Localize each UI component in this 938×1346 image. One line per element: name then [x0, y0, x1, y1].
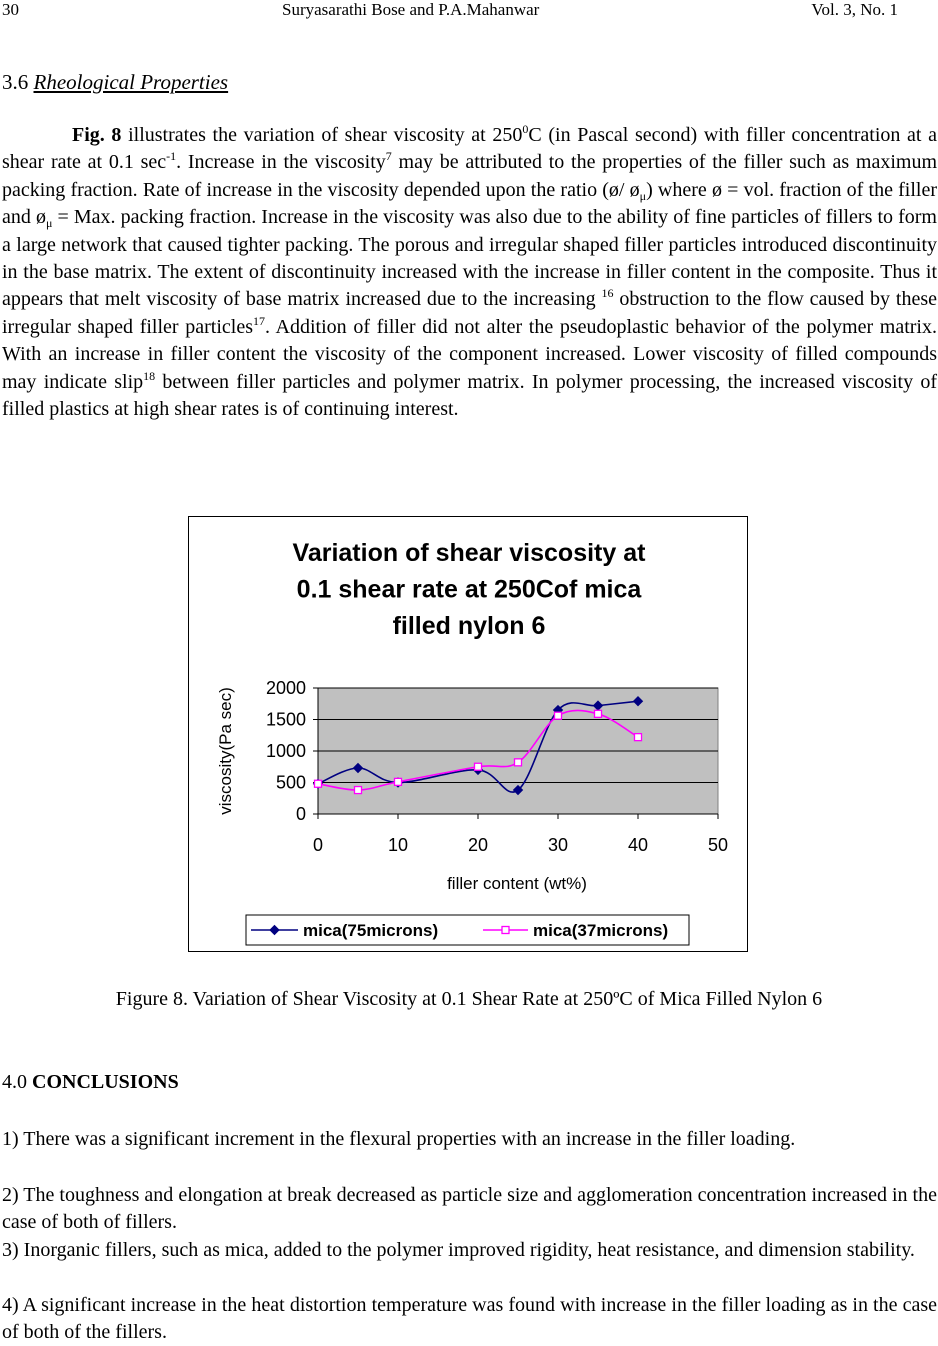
- y-axis-label: viscosity(Pa sec): [216, 687, 235, 815]
- legend-label-2: mica(37microns): [533, 921, 669, 940]
- section-heading: [2, 70, 228, 95]
- y-tick-label: 1500: [265, 709, 306, 730]
- paragraph-text: = Max. packing fraction. Increase in the viscosity was also due to the ability of fine particles of fillers to form a large network that caused tighter packing. The porous and irregular shaped filler particles introduced discontinuity in the base matrix. The extent of discontinuity increased with the increase in filler content in the composite. Thus it appears that melt viscosity of base matrix increased due to the increasing: [2, 206, 937, 311]
- conclusions-title: CONCLUSIONS: [32, 1071, 179, 1093]
- citation-17: 17: [252, 313, 265, 328]
- paragraph-text: C (in Pascal second) with filler concentration at a shear rate at 0.1 sec: [2, 124, 938, 174]
- page-number: 30: [2, 0, 19, 19]
- chart-title: Variation of shear viscosity at: [292, 539, 646, 567]
- data-point-series-2: [555, 712, 562, 719]
- x-tick-label: 50: [707, 835, 729, 855]
- data-point-series-2: [395, 778, 402, 785]
- conclusions-number: 4.0: [2, 1071, 27, 1093]
- chart-title: filled nylon 6: [392, 612, 546, 640]
- data-point-series-2: [595, 710, 602, 717]
- body-paragraph: [2, 122, 937, 423]
- chart-canvas: [189, 517, 747, 951]
- subscript: μ: [45, 216, 53, 231]
- x-axis-label: filler content (wt%): [447, 874, 587, 893]
- figure-8-chart: [188, 516, 748, 952]
- header-authors: Suryasarathi Bose and P.A.Mahanwar: [282, 0, 540, 19]
- conclusion-item: 1) There was a significant increment in the flexural properties with an increase in the filler loading.: [2, 1128, 796, 1150]
- figure-reference: Fig. 8: [72, 124, 122, 146]
- data-point-series-2: [515, 759, 522, 766]
- paragraph-text: may be attributed to the properties of the filler such as maximum packing fraction. Rate of increase in the viscosity depended upon the ratio (ø/ ø: [2, 151, 937, 201]
- paragraph-text: ) where ø = vol. fraction of the filler and ø: [2, 178, 937, 229]
- legend-label-1: mica(75microns): [303, 921, 439, 940]
- paragraph-text: . Increase in the viscosity: [176, 151, 386, 174]
- y-tick-label: 2000: [265, 678, 306, 698]
- paragraph-text: obstruction to the flow caused by these irregular shaped filler particles: [2, 288, 937, 338]
- subscript: μ: [639, 188, 647, 203]
- legend-marker-2: [502, 927, 509, 934]
- section-title: Rheological Properties: [33, 70, 229, 94]
- x-tick-label: 40: [627, 835, 649, 855]
- y-tick-label: 1000: [265, 741, 306, 761]
- data-point-series-2: [635, 734, 642, 741]
- citation-16: 16: [601, 286, 614, 301]
- conclusions-heading: [2, 1071, 179, 1094]
- page-header: [0, 0, 938, 22]
- data-point-series-2: [355, 787, 362, 794]
- x-tick-label: 0: [312, 835, 324, 855]
- paragraph-text: between filler particles and polymer matrix. In polymer processing, the increased viscosity of filled plastics at high shear rates is of continuing interest.: [2, 370, 937, 421]
- conclusion-item: 3) Inorganic fillers, such as mica, added to the polymer improved rigidity, heat resistance, and dimension stability.: [2, 1239, 915, 1261]
- conclusion-item: 2) The toughness and elongation at break decreased as particle size and agglomeration concentration increased in the case of both of fillers.: [2, 1184, 937, 1233]
- data-point-series-2: [475, 763, 482, 770]
- figure-caption: Figure 8. Variation of Shear Viscosity at 0.1 Shear Rate at 250ºC of Mica Filled Nylon 6: [115, 988, 823, 1010]
- chart-title: 0.1 shear rate at 250Cof mica: [296, 575, 642, 604]
- paragraph-text: illustrates the variation of shear viscosity at 250: [121, 124, 523, 146]
- section-number: 3.6: [2, 70, 29, 94]
- x-tick-label: 30: [547, 835, 569, 855]
- citation-7: 7: [385, 149, 392, 164]
- citation-18: 18: [143, 368, 156, 383]
- superscript: -1: [166, 149, 177, 164]
- y-tick-label: 0: [295, 804, 306, 824]
- data-point-series-2: [315, 780, 322, 787]
- x-tick-label: 20: [467, 835, 489, 855]
- superscript: 0: [522, 122, 529, 136]
- x-tick-label: 10: [387, 835, 409, 855]
- paragraph-text: . Addition of filler did not alter the pseudoplastic behavior of the polymer matrix. With an increase in filler content the viscosity of the component increased. Lower viscosity of filled compounds may indicate slip: [2, 315, 937, 393]
- header-volume: Vol. 3, No. 1: [811, 0, 898, 19]
- conclusion-item: 4) A significant increase in the heat distortion temperature was found with increase in the filler loading as in the case of both of the fillers.: [2, 1294, 937, 1343]
- y-tick-label: 500: [275, 772, 306, 793]
